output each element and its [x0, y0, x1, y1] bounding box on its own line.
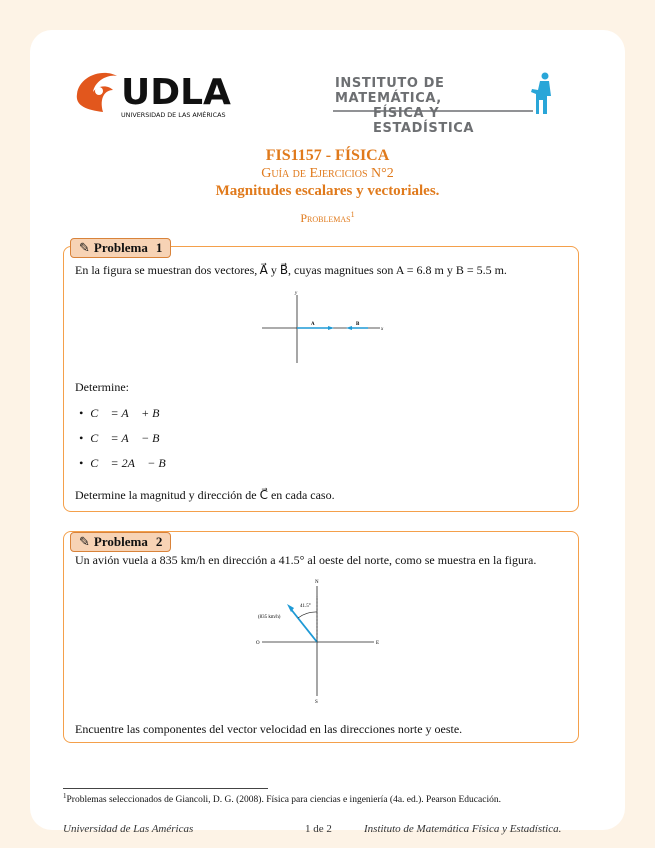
footnote-text: Problemas seleccionados de Giancoli, D. G. (2008). Física para ciencias e ingeniería (4a. ed.). Pearson Educación.	[66, 795, 501, 806]
north-label: N	[315, 580, 319, 585]
udla-logo	[73, 66, 253, 120]
footnote-mark: 1	[63, 792, 67, 800]
south-label: S	[315, 700, 318, 705]
section-label: Problemas	[300, 211, 351, 225]
problem-1-figure	[258, 285, 388, 365]
udla-brand: UDLA	[121, 72, 231, 113]
course-title: FIS1157 - FÍSICA	[265, 147, 390, 164]
section-title	[30, 210, 625, 226]
footnote	[63, 792, 501, 805]
pencil-icon: ✎	[79, 241, 90, 256]
udla-brand-sub: UNIVERSIDAD DE LAS AMÉRICAS	[121, 111, 226, 119]
problem-2-number: 2	[155, 534, 163, 549]
problem-1-item-1: • C⃗ = A⃗ + B⃗	[79, 406, 169, 421]
problem-1-item-3: • C⃗ = 2A⃗ − B⃗	[79, 456, 175, 471]
pencil-icon: ✎	[79, 535, 90, 550]
topic-title: Magnitudes escalares y vectoriales.	[215, 183, 440, 199]
problem-1-item-2: • C⃗ = A⃗ − B⃗	[79, 431, 169, 446]
footer-institute: Instituto de Matemática Física y Estadística.	[364, 823, 562, 835]
institute-line-1: INSTITUTO DE MATEMÁTICA,	[335, 76, 445, 106]
footer-page-number: 1 de 2	[305, 823, 332, 835]
problem-1-number: 1	[155, 240, 163, 255]
determine-label: Determine:	[75, 380, 129, 394]
problem-2-tag	[70, 532, 171, 552]
y-axis-label: y	[295, 291, 298, 296]
institute-line-2: FÍSICA Y ESTADÍSTICA	[373, 106, 475, 136]
problem-1-label: Problema	[93, 240, 148, 255]
vector-b-arrowhead	[346, 326, 352, 330]
institute-name	[335, 76, 540, 136]
footer-university: Universidad de Las Américas	[63, 823, 194, 835]
angle-label: 41.5°	[300, 604, 311, 609]
speed-label: (835 km/h)	[258, 615, 281, 620]
guide-title: Guía de Ejercicios N°2	[261, 166, 394, 181]
problem-2-statement: Un avión vuela a 835 km/h en dirección a 41.5° al oeste del norte, como se muestra en la figura.	[75, 553, 537, 567]
problem-2-figure	[250, 576, 385, 706]
velocity-vector	[290, 608, 317, 642]
x-axis-label: x	[381, 327, 384, 332]
vector-b-label: B	[356, 322, 360, 327]
angle-arc	[298, 612, 317, 618]
vector-a-label: A	[311, 322, 315, 327]
footnote-ref[interactable]: 1	[350, 210, 355, 219]
problem-2-label: Problema	[93, 534, 148, 549]
problem-1-closing: Determine la magnitud y dirección de C⃗ en cada caso.	[75, 488, 335, 502]
problem-1-statement: En la figura se muestran dos vectores, A⃗ y B⃗, cuyas magnitues son A = 6.8 m y B = 5.5 m.	[75, 263, 507, 277]
vector-a-arrowhead	[328, 326, 334, 330]
title-block	[30, 147, 625, 226]
west-label: O	[256, 641, 260, 646]
east-label: E	[376, 641, 380, 646]
footnote-rule	[63, 788, 268, 789]
problem-2-closing: Encuentre las componentes del vector velocidad en las direcciones norte y oeste.	[75, 722, 463, 736]
problem-1-tag	[70, 238, 171, 258]
